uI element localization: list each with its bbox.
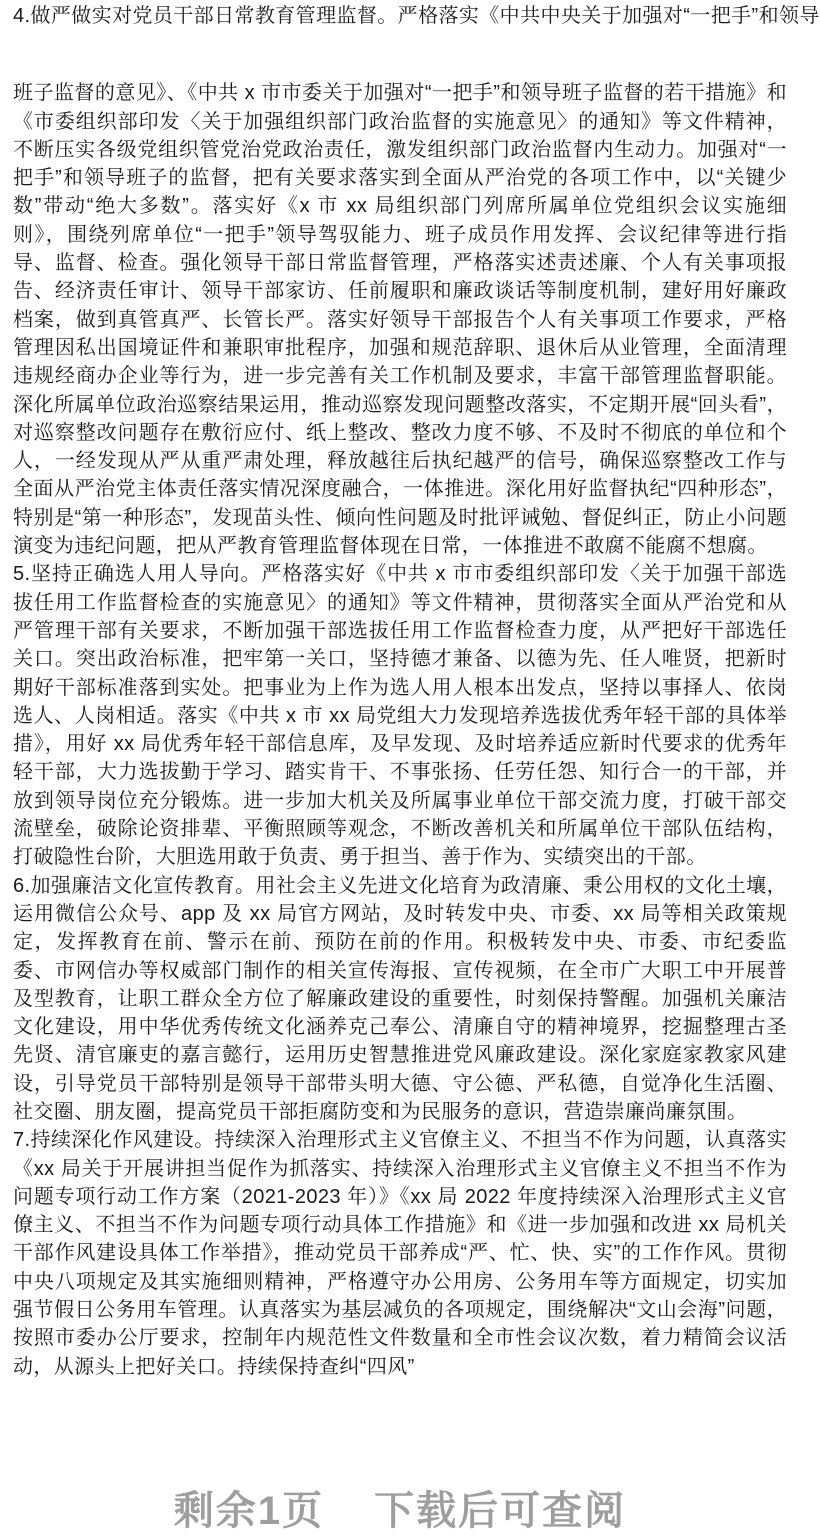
paragraph-4-body: 班子监督的意见》、《中共 x 市市委关于加强对“一把手”和领导班子监督的若干措施》和《市委组织部印发〈关于加强组织部门政治监督的实施意见〉的通知》等文件精神，不断压实各级党组织管党治党政治责任，激发组织部门政治监督内生动力。加强对“一把手”和领导班子的监督，把有关要求落实到全面从严治党的各项工作中，以“关键少数”带动“绝大多数”。落实好《x 市 xx 局组织部门列席所属单位党组织会议实施细则》，围绕列席单位“一把手”领导驾驭能力、班子成员作用发挥、会议纪律等进行指导、监督、检查。强化领导干部日常监督管理，严格落实述责述廉、个人有关事项报告、经济责任审计、领导干部家访、任前履职和廉政谈话等制度机制，建好用好廉政档案，做到真管真严、长管长严。落实好领导干部报告个人有关事项工作要求，严格管理因私出国境证件和兼职审批程序，加强和规范辞职、退休后从业管理，全面清理违规经商办企业等行为，进一步完善有关工作机制及要求，丰富干部管理监督职能。深化所属单位政治巡察结果运用，推动巡察发现问题整改落实，不定期开展“回头看”，对巡察整改问题存在敷衍应付、纸上整改、整改力度不够、不及时不彻底的单位和个人，一经发现从严从重严肃处理，释放越往后执纪越严的信号，确保巡察整改工作与全面从严治党主体责任落实情况深度融合，一体推进。深化用好监督执纪“四种形态”，特别是“第一种形态”，发现苗头性、倾向性问题及时批评诫勉、督促纠正，防止小问题演变为违纪问题，把从严教育管理监督体现在日常，一体推进不敢腐不能腐不想腐。 bbox=[13, 82, 787, 558]
remaining-pages-text: 剩余1页 bbox=[173, 1488, 325, 1533]
paragraph-7: 7.持续深化作风建设。持续深入治理形式主义官僚主义、不担当不作为问题，认真落实《xx 局关于开展讲担当促作为抓落实、持续深入治理形式主义官僚主义不担当不作为问题专项行动工作方案（2021-2023 年）》《xx 局 2022 年度持续深入治理形式主义官僚主义、不担当不作为问题专项行动具体工作措施》和《进一步加强和改进 xx 局机关干部作风建设具体工作举措》，推动党员干部养成“严、忙、快、实”的工作作风。贯彻中央八项规定及其实施细则精神，严格遵守办公用房、公务用车等方面规定，切实加强节假日公务用车管理。认真落实为基层减负的各项规定，围绕解决“文山会海”问题，按照市委办公厅要求，控制年内规范性文件数量和全市性会议次数，着力精简会议活动，从源头上把好关口。持续保持查纠“四风” bbox=[13, 1129, 787, 1378]
paragraph-5: 5.坚持正确选人用人导向。严格落实好《中共 x 市市委组织部印发〈关于加强干部选拔任用工作监督检查的实施意见〉的通知》等文件精神，贯彻落实全面从严治党和从严管理干部有关要求，不断加强干部选拔任用工作监督检查力度，从严把好干部选任关口。突出政治标准，把牢第一关口，坚持德才兼备、以德为先、任人唯贤，把新时期好干部标准落到实处。把事业为上作为选人用人根本出发点，坚持以事择人、依岗选人、人岗相适。落实《中共 x 市 xx 局党组大力发现培养选拔优秀年轻干部的具体举措》，用好 xx 局优秀年轻干部信息库，及早发现、及时培养适应新时代要求的优秀年轻干部，大力选拔勤于学习、踏实肯干、不事张扬、任劳任怨、知行合一的干部，并放到领导岗位充分锻炼。进一步加大机关及所属事业单位干部交流力度，打破干部交流壁垒，破除论资排辈、平衡照顾等观念，不断改善机关和所属单位干部队伍结构，打破隐性台阶，大胆选用敢于负责、勇于担当、善于作为、实绩突出的干部。 bbox=[13, 563, 787, 869]
paragraph-4-opening-line: 4.做严做实对党员干部日常教育管理监督。严格落实《中共中央关于加强对“一把手”和领导 bbox=[13, 5, 820, 27]
download-hint-text: 下载后可查阅 bbox=[374, 1488, 627, 1533]
paragraph-6: 6.加强廉洁文化宣传教育。用社会主义先进文化培育为政清廉、秉公用权的文化土壤，运用微信公众号、app 及 xx 局官方网站，及时转发中央、市委、xx 局等相关政策规定，发挥教育在前、警示在前、预防在前的作用。积极转发中央、市委、市纪委监委、市网信办等权威部门制作的相关宣传海报、宣传视频，在全市广大职工中开展普及型教育，让职工群众全方位了解廉政建设的重要性，时刻保持警醒。加强机关廉洁文化建设，用中华优秀传统文化涵养克己奉公、清廉自守的精神境界，挖掘整理古圣先贤、清官廉吏的嘉言懿行，运用历史智慧推进党风廉政建设。深化家庭家教家风建设，引导党员干部特别是领导干部带头明大德、守公德、严私德，自觉净化生活圈、社交圈、朋友圈，提高党员干部拒腐防变和为民服务的意识，营造崇廉尚廉氛围。 bbox=[13, 874, 787, 1123]
preview-footer bbox=[0, 1487, 800, 1535]
